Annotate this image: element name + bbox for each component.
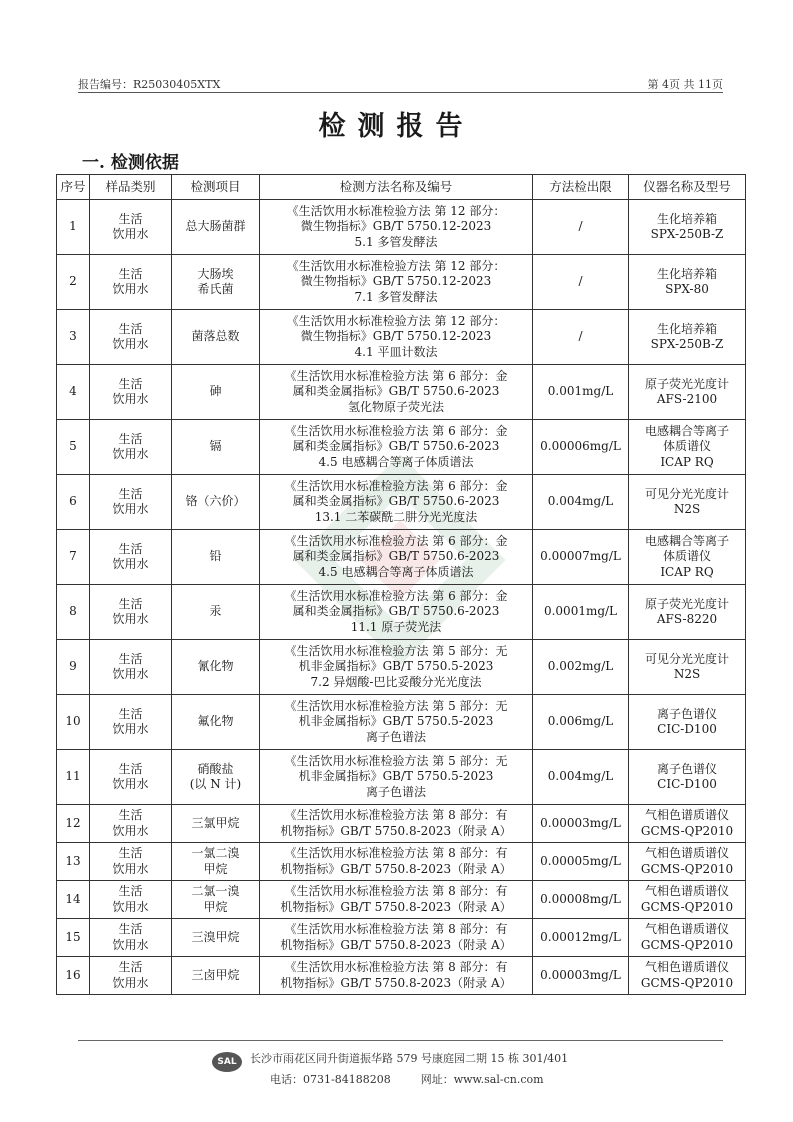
- detection-limit: 0.002mg/L: [533, 640, 629, 695]
- test-method: 《生活饮用水标准检验方法 第 6 部分：金 属和类金属指标》GB/T 5750.6-2023 13.1 二苯碳酰二肼分光光度法: [260, 475, 533, 530]
- sample-category: 生活 饮用水: [90, 919, 172, 957]
- detection-limit: 0.00005mg/L: [533, 843, 629, 881]
- test-item: 大肠埃 希氏菌: [172, 255, 260, 310]
- test-item: 砷: [172, 365, 260, 420]
- footer-divider: [78, 1040, 723, 1041]
- detection-limit: 0.004mg/L: [533, 750, 629, 805]
- sample-category: 生活 饮用水: [90, 957, 172, 995]
- test-item: 二氯一溴 甲烷: [172, 881, 260, 919]
- instrument-model: 气相色谱质谱仪 GCMS-QP2010: [629, 805, 746, 843]
- test-item: 氰化物: [172, 640, 260, 695]
- sample-category: 生活 饮用水: [90, 640, 172, 695]
- row-number: 1: [57, 200, 90, 255]
- test-method: 《生活饮用水标准检验方法 第 8 部分：有 机物指标》GB/T 5750.8-2023（附录 A）: [260, 843, 533, 881]
- section-title: 一. 检测依据: [82, 153, 179, 173]
- sample-category: 生活 饮用水: [90, 475, 172, 530]
- detection-limit: /: [533, 255, 629, 310]
- table-row: [57, 200, 746, 255]
- instrument-model: 原子荧光光度计 AFS-2100: [629, 365, 746, 420]
- detection-limit: 0.006mg/L: [533, 695, 629, 750]
- test-method: 《生活饮用水标准检验方法 第 12 部分： 微生物指标》GB/T 5750.12-2023 4.1 平皿计数法: [260, 310, 533, 365]
- instrument-model: 气相色谱质谱仪 GCMS-QP2010: [629, 919, 746, 957]
- detection-limit: /: [533, 310, 629, 365]
- sample-category: 生活 饮用水: [90, 365, 172, 420]
- table-row: [57, 695, 746, 750]
- test-item: 汞: [172, 585, 260, 640]
- footer-address: 长沙市雨花区同升街道振华路 579 号康庭园二期 15 栋 301/401: [250, 1052, 569, 1065]
- column-header: 序号: [57, 175, 90, 200]
- test-item: 铬（六价）: [172, 475, 260, 530]
- instrument-model: 离子色谱仪 CIC-D100: [629, 750, 746, 805]
- instrument-model: 生化培养箱 SPX-250B-Z: [629, 310, 746, 365]
- sample-category: 生活 饮用水: [90, 310, 172, 365]
- column-header: 检测项目: [172, 175, 260, 200]
- test-method: 《生活饮用水标准检验方法 第 5 部分：无 机非金属指标》GB/T 5750.5-2023 7.2 异烟酸-巴比妥酸分光光度法: [260, 640, 533, 695]
- test-item: 铅: [172, 530, 260, 585]
- table-row: [57, 881, 746, 919]
- page-header: [78, 74, 723, 93]
- test-method: 《生活饮用水标准检验方法 第 6 部分：金 属和类金属指标》GB/T 5750.6-2023 4.5 电感耦合等离子体质谱法: [260, 530, 533, 585]
- sample-category: 生活 饮用水: [90, 805, 172, 843]
- test-item: 一氯二溴 甲烷: [172, 843, 260, 881]
- column-header: 仪器名称及型号: [629, 175, 746, 200]
- footer-phone: 电话：0731-84188208: [270, 1073, 391, 1086]
- row-number: 10: [57, 695, 90, 750]
- detection-limit: /: [533, 200, 629, 255]
- row-number: 9: [57, 640, 90, 695]
- test-method: 《生活饮用水标准检验方法 第 8 部分：有 机物指标》GB/T 5750.8-2023（附录 A）: [260, 957, 533, 995]
- row-number: 4: [57, 365, 90, 420]
- test-method: 《生活饮用水标准检验方法 第 8 部分：有 机物指标》GB/T 5750.8-2023（附录 A）: [260, 919, 533, 957]
- table-row: [57, 585, 746, 640]
- instrument-model: 可见分光光度计 N2S: [629, 475, 746, 530]
- footer-website: 网址：www.sal-cn.com: [420, 1073, 544, 1086]
- test-method: 《生活饮用水标准检验方法 第 5 部分：无 机非金属指标》GB/T 5750.5-2023 离子色谱法: [260, 695, 533, 750]
- sample-category: 生活 饮用水: [90, 200, 172, 255]
- table-row: [57, 530, 746, 585]
- row-number: 3: [57, 310, 90, 365]
- row-number: 12: [57, 805, 90, 843]
- table-row: [57, 420, 746, 475]
- row-number: 14: [57, 881, 90, 919]
- detection-limit: 0.00007mg/L: [533, 530, 629, 585]
- sample-category: 生活 饮用水: [90, 585, 172, 640]
- table-row: [57, 310, 746, 365]
- test-basis-table: [56, 174, 746, 995]
- table-row: [57, 255, 746, 310]
- detection-limit: 0.00006mg/L: [533, 420, 629, 475]
- column-header: 检测方法名称及编号: [260, 175, 533, 200]
- test-method: 《生活饮用水标准检验方法 第 6 部分：金 属和类金属指标》GB/T 5750.6-2023 氢化物原子荧光法: [260, 365, 533, 420]
- test-item: 镉: [172, 420, 260, 475]
- report-number: 报告编号：R25030405XTX: [78, 78, 221, 91]
- test-item: 三卤甲烷: [172, 957, 260, 995]
- row-number: 7: [57, 530, 90, 585]
- test-method: 《生活饮用水标准检验方法 第 12 部分： 微生物指标》GB/T 5750.12-2023 7.1 多管发酵法: [260, 255, 533, 310]
- test-method: 《生活饮用水标准检验方法 第 5 部分：无 机非金属指标》GB/T 5750.5-2023 离子色谱法: [260, 750, 533, 805]
- company-logo-icon: SAL: [212, 1052, 242, 1072]
- sample-category: 生活 饮用水: [90, 750, 172, 805]
- test-item: 三溴甲烷: [172, 919, 260, 957]
- detection-limit: 0.0001mg/L: [533, 585, 629, 640]
- instrument-model: 离子色谱仪 CIC-D100: [629, 695, 746, 750]
- test-item: 氟化物: [172, 695, 260, 750]
- table-row: [57, 805, 746, 843]
- column-header: 方法检出限: [533, 175, 629, 200]
- instrument-model: 气相色谱质谱仪 GCMS-QP2010: [629, 843, 746, 881]
- table-row: [57, 640, 746, 695]
- footer-contact: [270, 1071, 544, 1087]
- row-number: 6: [57, 475, 90, 530]
- detection-limit: 0.004mg/L: [533, 475, 629, 530]
- row-number: 2: [57, 255, 90, 310]
- instrument-model: 电感耦合等离子 体质谱仪 ICAP RQ: [629, 530, 746, 585]
- row-number: 16: [57, 957, 90, 995]
- sample-category: 生活 饮用水: [90, 843, 172, 881]
- test-method: 《生活饮用水标准检验方法 第 6 部分：金 属和类金属指标》GB/T 5750.6-2023 11.1 原子荧光法: [260, 585, 533, 640]
- test-item: 总大肠菌群: [172, 200, 260, 255]
- instrument-model: 可见分光光度计 N2S: [629, 640, 746, 695]
- row-number: 11: [57, 750, 90, 805]
- sample-category: 生活 饮用水: [90, 695, 172, 750]
- row-number: 5: [57, 420, 90, 475]
- page-title: 检测报告: [318, 111, 475, 142]
- sample-category: 生活 饮用水: [90, 420, 172, 475]
- table-row: [57, 843, 746, 881]
- test-method: 《生活饮用水标准检验方法 第 6 部分：金 属和类金属指标》GB/T 5750.6-2023 4.5 电感耦合等离子体质谱法: [260, 420, 533, 475]
- table-header-row: [57, 175, 746, 200]
- detection-limit: 0.00012mg/L: [533, 919, 629, 957]
- test-method: 《生活饮用水标准检验方法 第 8 部分：有 机物指标》GB/T 5750.8-2023（附录 A）: [260, 805, 533, 843]
- table-row: [57, 365, 746, 420]
- instrument-model: 气相色谱质谱仪 GCMS-QP2010: [629, 957, 746, 995]
- row-number: 8: [57, 585, 90, 640]
- row-number: 13: [57, 843, 90, 881]
- detection-limit: 0.001mg/L: [533, 365, 629, 420]
- page-info: 第 4页 共 11页: [647, 78, 723, 91]
- detection-limit: 0.00003mg/L: [533, 805, 629, 843]
- table-row: [57, 475, 746, 530]
- test-item: 硝酸盐 (以 N 计): [172, 750, 260, 805]
- test-method: 《生活饮用水标准检验方法 第 12 部分： 微生物指标》GB/T 5750.12-2023 5.1 多管发酵法: [260, 200, 533, 255]
- column-header: 样品类别: [90, 175, 172, 200]
- test-method: 《生活饮用水标准检验方法 第 8 部分：有 机物指标》GB/T 5750.8-2023（附录 A）: [260, 881, 533, 919]
- sample-category: 生活 饮用水: [90, 881, 172, 919]
- table-row: [57, 957, 746, 995]
- instrument-model: 生化培养箱 SPX-80: [629, 255, 746, 310]
- sample-category: 生活 饮用水: [90, 255, 172, 310]
- test-item: 菌落总数: [172, 310, 260, 365]
- sample-category: 生活 饮用水: [90, 530, 172, 585]
- instrument-model: 原子荧光光度计 AFS-8220: [629, 585, 746, 640]
- test-item: 三氯甲烷: [172, 805, 260, 843]
- row-number: 15: [57, 919, 90, 957]
- table-row: [57, 919, 746, 957]
- instrument-model: 电感耦合等离子 体质谱仪 ICAP RQ: [629, 420, 746, 475]
- detection-limit: 0.00008mg/L: [533, 881, 629, 919]
- instrument-model: 气相色谱质谱仪 GCMS-QP2010: [629, 881, 746, 919]
- instrument-model: 生化培养箱 SPX-250B-Z: [629, 200, 746, 255]
- table-row: [57, 750, 746, 805]
- detection-limit: 0.00003mg/L: [533, 957, 629, 995]
